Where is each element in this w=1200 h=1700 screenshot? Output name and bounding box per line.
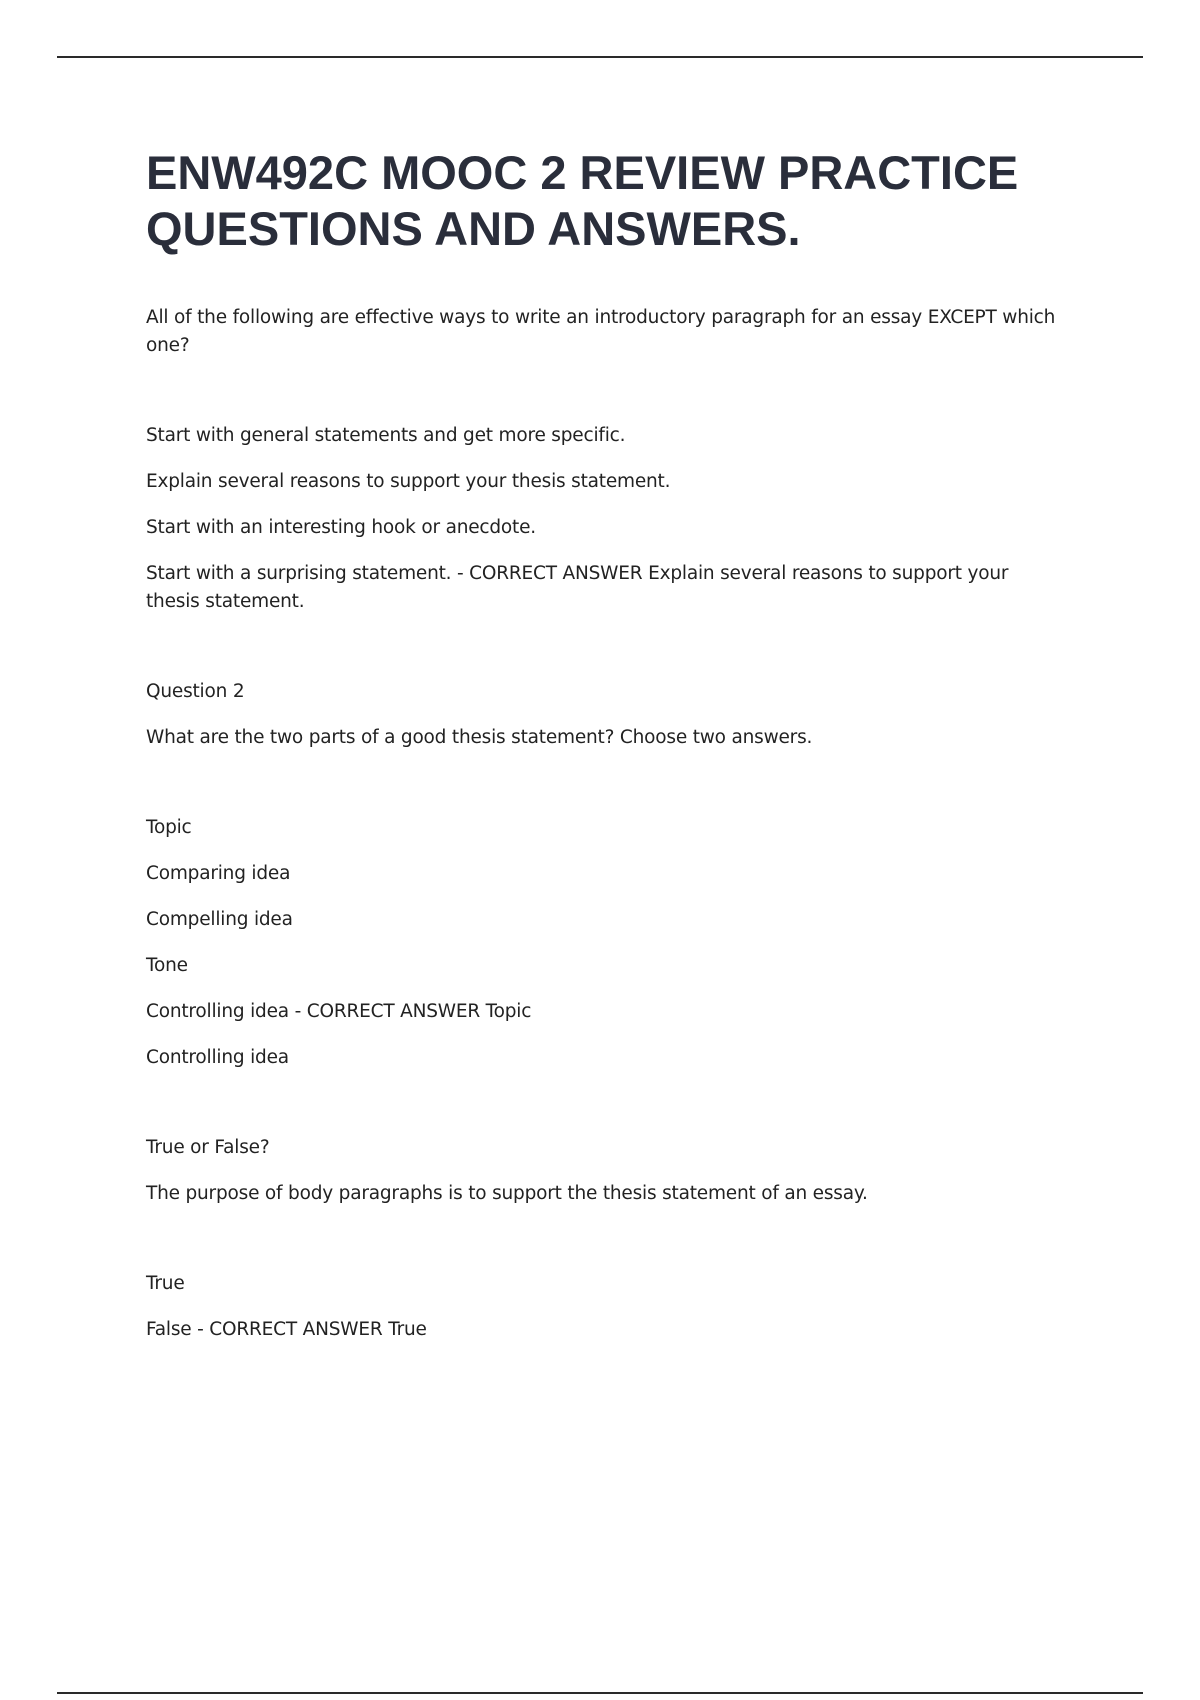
answer-option: Start with an interesting hook or anecdote.: [146, 517, 536, 538]
top-divider: [57, 56, 1143, 58]
answer-option: Controlling idea: [146, 1047, 289, 1068]
answer-option: Topic: [146, 817, 192, 838]
bottom-divider: [57, 1692, 1143, 1694]
question-2: [146, 678, 1066, 1072]
question-label: True or False?: [146, 1137, 270, 1158]
question-prompt: The purpose of body paragraphs is to support the thesis statement of an essay.: [146, 1183, 868, 1204]
question-1: [146, 304, 1066, 616]
question-3: [146, 1134, 1066, 1344]
question-label: Question 2: [146, 681, 245, 702]
answer-option: True: [146, 1273, 185, 1294]
answer-option: Comparing idea: [146, 863, 291, 884]
answer-option: Tone: [146, 955, 188, 976]
answer-option-with-correct-answer: Start with a surprising statement. - CORRECT ANSWER Explain several reasons to support your thesis statement.: [146, 563, 1009, 612]
answer-option: Start with general statements and get more specific.: [146, 425, 626, 446]
answer-option-with-correct-answer: Controlling idea - CORRECT ANSWER Topic: [146, 1001, 532, 1022]
question-prompt: What are the two parts of a good thesis statement? Choose two answers.: [146, 727, 813, 748]
question-prompt: All of the following are effective ways to write an introductory paragraph for an essay EXCEPT which one?: [146, 307, 1056, 356]
answer-option-with-correct-answer: False - CORRECT ANSWER True: [146, 1319, 427, 1340]
document-body: [146, 145, 1066, 1344]
answer-option: Explain several reasons to support your thesis statement.: [146, 471, 671, 492]
answer-option: Compelling idea: [146, 909, 293, 930]
document-title: ENW492C MOOC 2 REVIEW PRACTICE QUESTIONS AND ANSWERS.: [146, 146, 1019, 255]
